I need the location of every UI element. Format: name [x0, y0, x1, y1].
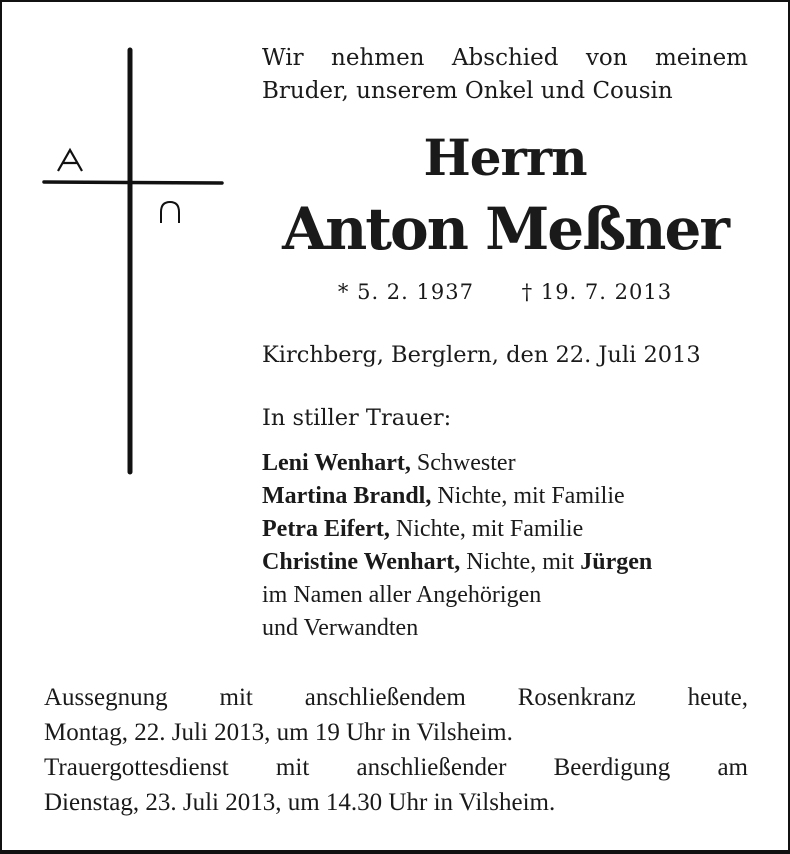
cross-horizontal-beam	[44, 182, 222, 183]
mourners-list	[262, 447, 752, 645]
mourner-name: Christine Wenhart,	[262, 549, 461, 575]
ceremony-line: Aussegnung mit anschließendem Rosenkranz heute,	[44, 684, 748, 711]
death-date: † 19. 7. 2013	[521, 280, 673, 304]
life-dates	[262, 280, 748, 304]
mourner-name: Martina Brandl,	[262, 483, 432, 509]
mourner-item	[262, 480, 752, 513]
relatives-line: und Verwandten	[262, 615, 419, 641]
mourner-item	[262, 546, 752, 579]
mourner-name: Leni Wenhart,	[262, 450, 411, 476]
intro-line: Wir nehmen Abschied von meinem	[262, 45, 748, 71]
relatives-line: im Namen aller Angehörigen	[262, 582, 542, 608]
mourner-relation: Schwester	[410, 450, 516, 476]
mourner-item	[262, 513, 752, 546]
mourner-relation: Nichte, mit Familie	[431, 483, 625, 509]
ceremony-line: Montag, 22. Juli 2013, um 19 Uhr in Vilsheim.	[44, 719, 513, 746]
intro-text	[262, 42, 748, 108]
ceremony-line: Dienstag, 23. Juli 2013, um 14.30 Uhr in Vilsheim.	[44, 789, 556, 816]
mourner-item	[262, 447, 752, 480]
deceased-name: Anton Meßner	[282, 195, 728, 263]
omega-symbol	[161, 202, 179, 223]
ceremony-line: Trauergottesdienst mit anschließender Beerdigung am	[44, 754, 748, 781]
grief-label: In stiller Trauer:	[262, 405, 452, 431]
alpha-symbol	[58, 150, 82, 171]
salutation: Herrn	[423, 128, 587, 187]
intro-line: Bruder, unserem Onkel und Cousin	[262, 78, 673, 104]
mourner-relation: Nichte, mit	[460, 549, 581, 575]
place-and-date: Kirchberg, Berglern, den 22. Juli 2013	[262, 342, 701, 368]
birth-date: * 5. 2. 1937	[337, 280, 474, 304]
mourner-name: Petra Eifert,	[262, 516, 390, 542]
ceremony-info	[44, 680, 748, 820]
mourner-companion: Jürgen	[580, 549, 653, 575]
mourner-relation: Nichte, mit Familie	[389, 516, 584, 542]
cross-alpha-omega-icon	[40, 46, 230, 476]
